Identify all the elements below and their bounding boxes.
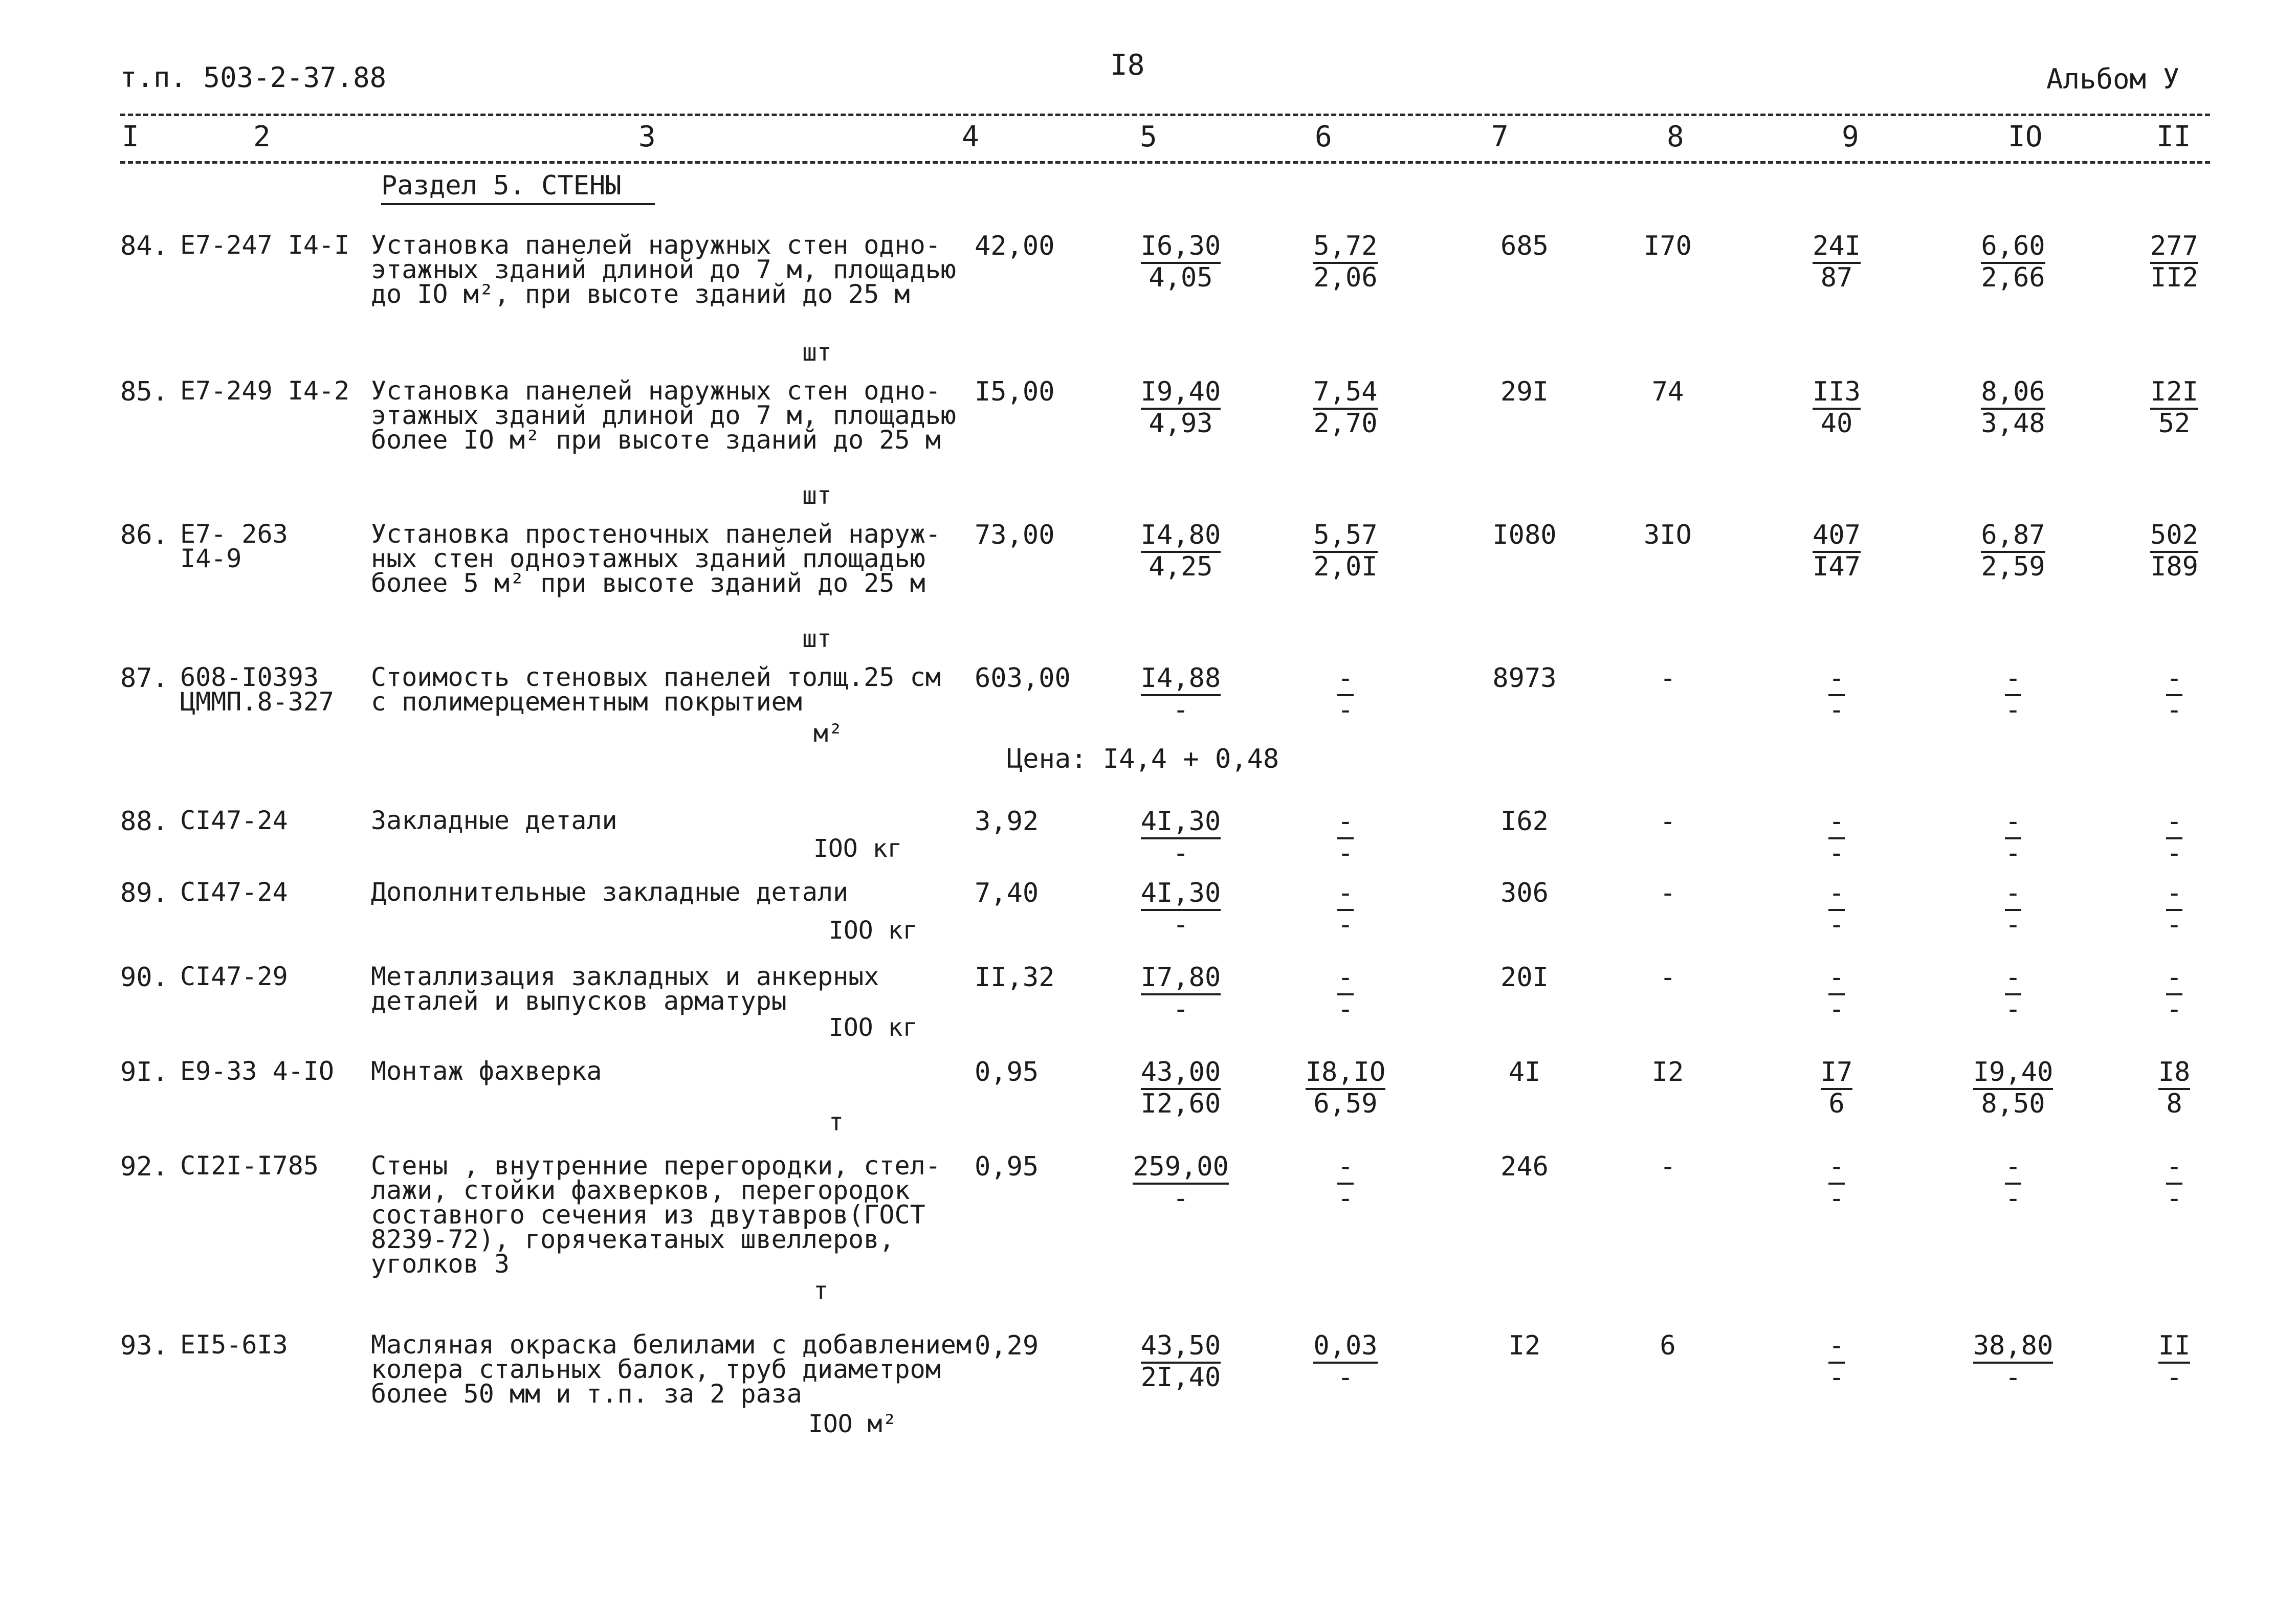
row-value-c9-top-text: 407 bbox=[1813, 520, 1861, 553]
row-value-c10-bottom: - bbox=[2005, 909, 2021, 940]
row-value-c5-bottom: - bbox=[1173, 1183, 1189, 1214]
column-number-4: 4 bbox=[962, 120, 979, 153]
row-value-c11-bottom: II2 bbox=[2150, 262, 2198, 293]
row-value-c5-top-text: 43,50 bbox=[1141, 1330, 1221, 1364]
row-code: CI47-29 bbox=[180, 962, 288, 991]
row-value-c11-bottom: - bbox=[2166, 838, 2182, 869]
row-value-c9-bottom: I47 bbox=[1813, 551, 1861, 582]
row-value-c7: I62 bbox=[1500, 806, 1549, 837]
row-value-c11 bbox=[2118, 806, 2231, 869]
row-value-c5 bbox=[1124, 522, 1237, 580]
row-description: Закладные детали bbox=[371, 806, 617, 835]
row-value-c9-top bbox=[1780, 522, 1893, 553]
row-value-c10-bottom: 2,59 bbox=[1981, 551, 2045, 582]
row-value-c11-bottom: 8 bbox=[2166, 1088, 2182, 1119]
row-value-c6-top bbox=[1289, 376, 1402, 410]
section-title: Раздел 5. СТЕНЫ bbox=[381, 170, 622, 201]
price-note: Цена: I4,4 + 0,48 bbox=[1007, 744, 1279, 774]
row-code: ЦММП.8-327 bbox=[180, 687, 335, 717]
row-value-c5-top-text: I7,80 bbox=[1141, 962, 1221, 995]
column-number-9: 9 bbox=[1842, 120, 1859, 153]
row-value-c11-top bbox=[2118, 233, 2231, 264]
row-value-c5-top bbox=[1124, 880, 1237, 911]
row-value-c5-top bbox=[1124, 376, 1237, 410]
column-number-7: 7 bbox=[1491, 120, 1509, 153]
row-value-c5-bottom: - bbox=[1173, 909, 1189, 940]
row-value-c10-top bbox=[1957, 522, 2069, 553]
row-value-c6-top-text: - bbox=[1337, 806, 1353, 839]
row-number: 9I. bbox=[120, 1057, 168, 1087]
row-value-c6 bbox=[1289, 806, 1402, 869]
row-value-c7: I2 bbox=[1508, 1330, 1541, 1361]
row-value-c10-bottom: - bbox=[2005, 695, 2021, 725]
row-value-c11 bbox=[2118, 962, 2231, 1025]
row-unit: IOO кг bbox=[813, 834, 902, 863]
row-value-c8: I70 bbox=[1644, 231, 1692, 261]
row-number: 86. bbox=[120, 520, 168, 550]
row-value-c11-top-text: - bbox=[2166, 1151, 2182, 1185]
row-value-c6-bottom: - bbox=[1337, 695, 1354, 725]
row-value-c8: I2 bbox=[1651, 1057, 1684, 1087]
row-value-c10-top-text: I9,40 bbox=[1973, 1057, 2054, 1090]
row-unit: шт bbox=[802, 338, 832, 367]
row-quantity: 3,92 bbox=[975, 806, 1039, 837]
row-quantity: 0,29 bbox=[975, 1330, 1039, 1361]
row-value-c9-bottom: - bbox=[1828, 695, 1845, 725]
row-value-c10-top-text: 38,80 bbox=[1973, 1330, 2054, 1364]
row-description: Стены , внутренние перегородки, стел- лажи, стойки фахверков, перегородок составного сечения из двутавров(ГОСТ 8239-72), горячекатаных швеллеров, уголков 3 bbox=[371, 1151, 941, 1279]
row-value-c9 bbox=[1780, 522, 1893, 580]
row-value-c7: I080 bbox=[1492, 520, 1557, 550]
row-quantity: 7,40 bbox=[975, 878, 1039, 908]
row-value-c9-top bbox=[1780, 808, 1893, 840]
row-value-c5-top bbox=[1124, 964, 1237, 996]
row-value-c10-top bbox=[1957, 665, 2069, 697]
row-unit: м² bbox=[813, 719, 843, 748]
row-value-c7: 246 bbox=[1500, 1151, 1549, 1182]
row-code: E9-33 4-IO bbox=[180, 1056, 335, 1086]
row-value-c11-top-text: II bbox=[2158, 1330, 2191, 1364]
row-number: 90. bbox=[120, 962, 168, 993]
row-value-c10-bottom: - bbox=[2005, 838, 2021, 869]
row-value-c9 bbox=[1780, 1153, 1893, 1212]
row-value-c6-top bbox=[1289, 880, 1402, 911]
row-value-c10-top bbox=[1957, 376, 2069, 410]
row-value-c11-top-text: - bbox=[2166, 663, 2182, 696]
row-value-c5 bbox=[1124, 1332, 1237, 1391]
row-unit: IOO м² bbox=[808, 1410, 897, 1438]
row-value-c10-top-text: - bbox=[2005, 1151, 2021, 1185]
row-description: Монтаж фахверка bbox=[371, 1056, 602, 1086]
row-value-c9-top bbox=[1780, 964, 1893, 996]
row-value-c11-bottom: I89 bbox=[2150, 551, 2198, 582]
row-value-c6 bbox=[1289, 962, 1402, 1025]
row-description: Дополнительные закладные детали bbox=[371, 877, 849, 907]
row-value-c10-top bbox=[1957, 808, 2069, 840]
row-value-c6-top-text: - bbox=[1337, 1151, 1353, 1185]
row-value-c7: 29I bbox=[1500, 376, 1549, 407]
row-value-c9-bottom: - bbox=[1828, 909, 1845, 940]
row-description: Масляная окраска белилами с добавлением колера стальных балок, труб диаметром более 50 мм и т.п. за 2 раза bbox=[371, 1330, 972, 1409]
column-number-2: 2 bbox=[253, 120, 271, 153]
row-value-c10-top-text: - bbox=[2005, 962, 2021, 995]
column-number-1: I bbox=[122, 120, 139, 153]
row-value-c6-top-text: 5,57 bbox=[1313, 520, 1377, 553]
row-value-c9-top-text: - bbox=[1828, 1330, 1844, 1364]
row-code: 608-I0393 bbox=[180, 662, 319, 692]
row-value-c5-top bbox=[1124, 808, 1237, 840]
row-value-c5-bottom: I2,60 bbox=[1140, 1088, 1221, 1119]
row-description: Стоимость стеновых панелей толщ.25 см с полимерцементным покрытием bbox=[371, 662, 941, 717]
header-rule-bottom bbox=[120, 161, 2210, 164]
row-code: EI5-6I3 bbox=[180, 1330, 288, 1360]
column-number-11: II bbox=[2156, 120, 2191, 153]
row-value-c6-bottom: - bbox=[1337, 838, 1354, 869]
row-value-c10-top bbox=[1957, 1153, 2069, 1185]
row-value-c10 bbox=[1957, 665, 2069, 723]
row-quantity: II,32 bbox=[975, 962, 1055, 993]
row-value-c10-top-text: 6,60 bbox=[1981, 231, 2045, 264]
row-value-c6-top bbox=[1289, 522, 1402, 553]
row-value-c11-top bbox=[2118, 522, 2231, 553]
column-number-5: 5 bbox=[1140, 120, 1157, 153]
row-quantity: I5,00 bbox=[975, 376, 1055, 407]
row-value-c6 bbox=[1289, 1153, 1402, 1212]
row-value-c11-top-text: - bbox=[2166, 878, 2182, 911]
row-value-c11-bottom: - bbox=[2166, 1183, 2182, 1214]
row-value-c5 bbox=[1124, 1059, 1237, 1117]
row-value-c6-top-text: - bbox=[1337, 663, 1353, 696]
row-value-c10-top bbox=[1957, 1059, 2069, 1091]
row-value-c10-top bbox=[1957, 964, 2069, 996]
row-value-c10 bbox=[1957, 880, 2069, 938]
row-number: 87. bbox=[120, 663, 168, 694]
column-number-8: 8 bbox=[1667, 120, 1684, 153]
row-value-c11-bottom: - bbox=[2166, 695, 2182, 725]
row-value-c10-bottom: - bbox=[2005, 1362, 2021, 1393]
row-value-c5-top bbox=[1124, 1059, 1237, 1091]
row-value-c9 bbox=[1780, 1059, 1893, 1117]
row-value-c5 bbox=[1124, 880, 1237, 938]
row-value-c9-top-text: 24I bbox=[1813, 231, 1861, 264]
row-number: 93. bbox=[120, 1330, 168, 1361]
row-value-c6-bottom: 2,06 bbox=[1313, 262, 1378, 293]
row-value-c6-top bbox=[1289, 665, 1402, 697]
row-value-c7: 4I bbox=[1508, 1057, 1541, 1087]
row-value-c9-top-text: I7 bbox=[1821, 1057, 1853, 1090]
row-number: 88. bbox=[120, 806, 168, 837]
row-value-c7: 685 bbox=[1500, 231, 1549, 261]
row-code: CI2I-I785 bbox=[180, 1151, 319, 1181]
row-value-c6-bottom: - bbox=[1337, 994, 1354, 1025]
row-quantity: 73,00 bbox=[975, 520, 1055, 550]
row-value-c5 bbox=[1124, 233, 1237, 291]
row-value-c9-top bbox=[1780, 233, 1893, 264]
row-value-c9 bbox=[1780, 376, 1893, 439]
row-value-c11-bottom: 52 bbox=[2158, 408, 2191, 439]
row-value-c5-bottom: 4,25 bbox=[1149, 551, 1213, 582]
row-value-c5-top-text: 4I,30 bbox=[1141, 878, 1221, 911]
row-value-c9 bbox=[1780, 806, 1893, 869]
row-value-c6-bottom: 2,70 bbox=[1313, 408, 1378, 439]
row-value-c11-top bbox=[2118, 808, 2231, 840]
row-value-c10 bbox=[1957, 1332, 2069, 1391]
row-value-c5 bbox=[1124, 962, 1237, 1025]
row-code: I4-9 bbox=[180, 544, 242, 573]
row-value-c10-bottom: 2,66 bbox=[1981, 262, 2045, 293]
row-value-c11-top bbox=[2118, 1059, 2231, 1091]
row-value-c9-bottom: - bbox=[1828, 994, 1845, 1025]
row-value-c11-top bbox=[2118, 376, 2231, 410]
row-value-c6-top-text: I8,IO bbox=[1306, 1057, 1386, 1090]
row-value-c11-top-text: I2I bbox=[2150, 376, 2198, 410]
row-value-c10 bbox=[1957, 1059, 2069, 1117]
row-description: Установка панелей наружных стен одно- этажных зданий длиной до 7 м, площадью до IO м², при высоте зданий до 25 м bbox=[371, 230, 956, 309]
row-value-c11-top bbox=[2118, 880, 2231, 911]
row-value-c6 bbox=[1289, 376, 1402, 439]
column-number-6: 6 bbox=[1315, 120, 1332, 153]
row-unit: IOO кг bbox=[829, 1013, 918, 1042]
row-value-c9-bottom: 40 bbox=[1820, 408, 1853, 439]
row-value-c9-top-text: - bbox=[1828, 1151, 1844, 1185]
row-value-c5-top-text: I9,40 bbox=[1141, 376, 1221, 410]
row-value-c6 bbox=[1289, 1059, 1402, 1117]
row-value-c6-top-text: 5,72 bbox=[1313, 231, 1377, 264]
row-value-c11-top bbox=[2118, 964, 2231, 996]
row-value-c6 bbox=[1289, 522, 1402, 580]
row-value-c10 bbox=[1957, 522, 2069, 580]
row-value-c9-top bbox=[1780, 376, 1893, 410]
document-reference: т.п. 503-2-37.88 bbox=[120, 61, 387, 94]
row-value-c10 bbox=[1957, 1153, 2069, 1212]
row-value-c6-bottom: - bbox=[1337, 1362, 1354, 1393]
row-value-c10-top bbox=[1957, 233, 2069, 264]
row-value-c5 bbox=[1124, 376, 1237, 439]
row-value-c9-bottom: 6 bbox=[1828, 1088, 1845, 1119]
row-code: E7- 263 bbox=[180, 519, 288, 549]
row-value-c11-top-text: - bbox=[2166, 962, 2182, 995]
row-value-c10 bbox=[1957, 962, 2069, 1025]
row-value-c10-top bbox=[1957, 1332, 2069, 1364]
row-value-c6-top bbox=[1289, 964, 1402, 996]
row-value-c6-top bbox=[1289, 1153, 1402, 1185]
row-value-c6-top-text: 7,54 bbox=[1313, 376, 1377, 410]
row-value-c8: - bbox=[1660, 663, 1676, 694]
row-value-c11 bbox=[2118, 522, 2231, 580]
row-value-c5-top bbox=[1124, 233, 1237, 264]
row-value-c6 bbox=[1289, 1332, 1402, 1391]
row-value-c11 bbox=[2118, 376, 2231, 439]
row-value-c5-top-text: 4I,30 bbox=[1141, 806, 1221, 839]
row-value-c9-top-text: - bbox=[1828, 878, 1844, 911]
row-value-c9-bottom: 87 bbox=[1820, 262, 1853, 293]
row-value-c11 bbox=[2118, 880, 2231, 938]
row-code: CI47-24 bbox=[180, 806, 288, 835]
row-value-c6 bbox=[1289, 665, 1402, 723]
row-value-c5 bbox=[1124, 665, 1237, 723]
row-value-c10 bbox=[1957, 233, 2069, 291]
row-value-c11-top-text: 277 bbox=[2150, 231, 2198, 264]
row-value-c5-bottom: 2I,40 bbox=[1140, 1362, 1221, 1393]
row-value-c9 bbox=[1780, 962, 1893, 1025]
row-number: 84. bbox=[120, 231, 168, 261]
row-value-c11 bbox=[2118, 1153, 2231, 1212]
row-value-c5-top bbox=[1124, 522, 1237, 553]
row-code: CI47-24 bbox=[180, 877, 288, 907]
row-value-c6-top-text: - bbox=[1337, 878, 1353, 911]
row-value-c7: 8973 bbox=[1492, 663, 1557, 694]
row-value-c6-top bbox=[1289, 1332, 1402, 1364]
row-value-c9-bottom: - bbox=[1828, 838, 1845, 869]
row-value-c6-top-text: - bbox=[1337, 962, 1353, 995]
row-number: 85. bbox=[120, 376, 168, 407]
row-value-c6 bbox=[1289, 233, 1402, 291]
row-value-c8: - bbox=[1660, 1151, 1676, 1182]
row-value-c8: 3IO bbox=[1644, 520, 1692, 550]
row-value-c9-top bbox=[1780, 665, 1893, 697]
row-value-c9-top bbox=[1780, 1332, 1893, 1364]
row-value-c6-top-text: 0,03 bbox=[1313, 1330, 1377, 1364]
row-value-c6-bottom: 6,59 bbox=[1313, 1088, 1378, 1119]
row-value-c10-bottom: - bbox=[2005, 994, 2021, 1025]
row-value-c6-bottom: - bbox=[1337, 1183, 1354, 1214]
row-unit: шт bbox=[802, 481, 832, 510]
row-value-c10-bottom: 8,50 bbox=[1981, 1088, 2045, 1119]
row-description: Металлизация закладных и анкерных деталей и выпусков арматуры bbox=[371, 962, 879, 1016]
row-value-c9-top bbox=[1780, 1153, 1893, 1185]
row-unit: т bbox=[813, 1277, 828, 1305]
row-value-c9-bottom: - bbox=[1828, 1183, 1845, 1214]
row-value-c5-top-text: I6,30 bbox=[1141, 231, 1221, 264]
row-value-c11-bottom: - bbox=[2166, 994, 2182, 1025]
column-number-3: 3 bbox=[638, 120, 656, 153]
row-value-c11-top bbox=[2118, 1153, 2231, 1185]
row-value-c6-bottom: 2,0I bbox=[1313, 551, 1378, 582]
row-value-c11-top bbox=[2118, 665, 2231, 697]
row-value-c10-bottom: 3,48 bbox=[1981, 408, 2045, 439]
row-value-c9 bbox=[1780, 665, 1893, 723]
row-quantity: 0,95 bbox=[975, 1057, 1039, 1087]
row-value-c11-top-text: 502 bbox=[2150, 520, 2198, 553]
row-value-c11-top-text: I8 bbox=[2158, 1057, 2191, 1090]
album-label: Альбом У bbox=[2046, 63, 2180, 95]
row-value-c10-top-text: - bbox=[2005, 878, 2021, 911]
row-value-c7: 306 bbox=[1500, 878, 1549, 908]
row-unit: т bbox=[829, 1108, 844, 1137]
row-quantity: 42,00 bbox=[975, 231, 1055, 261]
row-value-c11-top bbox=[2118, 1332, 2231, 1364]
row-value-c5 bbox=[1124, 806, 1237, 869]
row-value-c11-bottom: - bbox=[2166, 1362, 2182, 1393]
row-value-c11-bottom: - bbox=[2166, 909, 2182, 940]
row-value-c11 bbox=[2118, 1332, 2231, 1391]
row-number: 89. bbox=[120, 878, 168, 908]
row-value-c11 bbox=[2118, 665, 2231, 723]
page-number: I8 bbox=[1110, 49, 1145, 82]
row-value-c10 bbox=[1957, 376, 2069, 439]
row-value-c5 bbox=[1124, 1153, 1237, 1212]
row-quantity: 603,00 bbox=[975, 663, 1071, 694]
row-number: 92. bbox=[120, 1151, 168, 1182]
row-description: Установка панелей наружных стен одно- этажных зданий длиной до 7 м, площадью более IO м² при высоте зданий до 25 м bbox=[371, 376, 956, 455]
section-title-underline bbox=[381, 203, 655, 205]
row-value-c5-bottom: - bbox=[1173, 838, 1189, 869]
row-code: E7-247 I4-I bbox=[180, 230, 350, 260]
row-value-c5-bottom: 4,93 bbox=[1149, 408, 1213, 439]
column-number-10: IO bbox=[2008, 120, 2043, 153]
row-value-c9-top bbox=[1780, 880, 1893, 911]
row-value-c11 bbox=[2118, 1059, 2231, 1117]
row-value-c8: - bbox=[1660, 878, 1676, 908]
row-unit: IOO кг bbox=[829, 916, 918, 945]
row-value-c7: 20I bbox=[1500, 962, 1549, 993]
row-value-c9-bottom: - bbox=[1828, 1362, 1845, 1393]
row-value-c6-top bbox=[1289, 233, 1402, 264]
row-value-c5-top bbox=[1124, 665, 1237, 697]
row-value-c5-top bbox=[1124, 1332, 1237, 1364]
row-value-c5-bottom: - bbox=[1173, 695, 1189, 725]
row-value-c8: - bbox=[1660, 806, 1676, 837]
row-value-c9 bbox=[1780, 1332, 1893, 1391]
row-value-c10-bottom: - bbox=[2005, 1183, 2021, 1214]
row-value-c10-top bbox=[1957, 880, 2069, 911]
row-value-c6 bbox=[1289, 880, 1402, 938]
row-value-c11 bbox=[2118, 233, 2231, 291]
row-value-c9-top-text: - bbox=[1828, 663, 1844, 696]
row-value-c8: 74 bbox=[1651, 376, 1684, 407]
row-value-c9-top-text: II3 bbox=[1813, 376, 1861, 410]
row-value-c10-top-text: 6,87 bbox=[1981, 520, 2045, 553]
row-value-c9-top-text: - bbox=[1828, 806, 1844, 839]
row-code: E7-249 I4-2 bbox=[180, 376, 350, 406]
row-description: Установка простеночных панелей наруж- ных стен одноэтажных зданий площадью более 5 м² при высоте зданий до 25 м bbox=[371, 519, 941, 598]
row-value-c8: 6 bbox=[1660, 1330, 1676, 1361]
header-rule-top bbox=[120, 114, 2210, 116]
row-value-c11-top-text: - bbox=[2166, 806, 2182, 839]
row-value-c9 bbox=[1780, 880, 1893, 938]
row-value-c5-top bbox=[1124, 1153, 1237, 1185]
row-value-c6-top bbox=[1289, 1059, 1402, 1091]
row-unit: шт bbox=[802, 625, 832, 653]
row-value-c5-top-text: 43,00 bbox=[1141, 1057, 1221, 1090]
row-value-c9-top bbox=[1780, 1059, 1893, 1091]
row-quantity: 0,95 bbox=[975, 1151, 1039, 1182]
row-value-c5-top-text: I4,80 bbox=[1141, 520, 1221, 553]
row-value-c10 bbox=[1957, 806, 2069, 869]
row-value-c9 bbox=[1780, 233, 1893, 291]
row-value-c6-top bbox=[1289, 808, 1402, 840]
row-value-c9-top-text: - bbox=[1828, 962, 1844, 995]
row-value-c5-top-text: I4,88 bbox=[1141, 663, 1221, 696]
row-value-c10-top-text: - bbox=[2005, 663, 2021, 696]
row-value-c5-bottom: - bbox=[1173, 994, 1189, 1025]
row-value-c10-top-text: 8,06 bbox=[1981, 376, 2045, 410]
row-value-c5-bottom: 4,05 bbox=[1149, 262, 1213, 293]
row-value-c6-bottom: - bbox=[1337, 909, 1354, 940]
row-value-c8: - bbox=[1660, 962, 1676, 993]
row-value-c5-top-text: 259,00 bbox=[1133, 1151, 1229, 1185]
row-value-c10-top-text: - bbox=[2005, 806, 2021, 839]
